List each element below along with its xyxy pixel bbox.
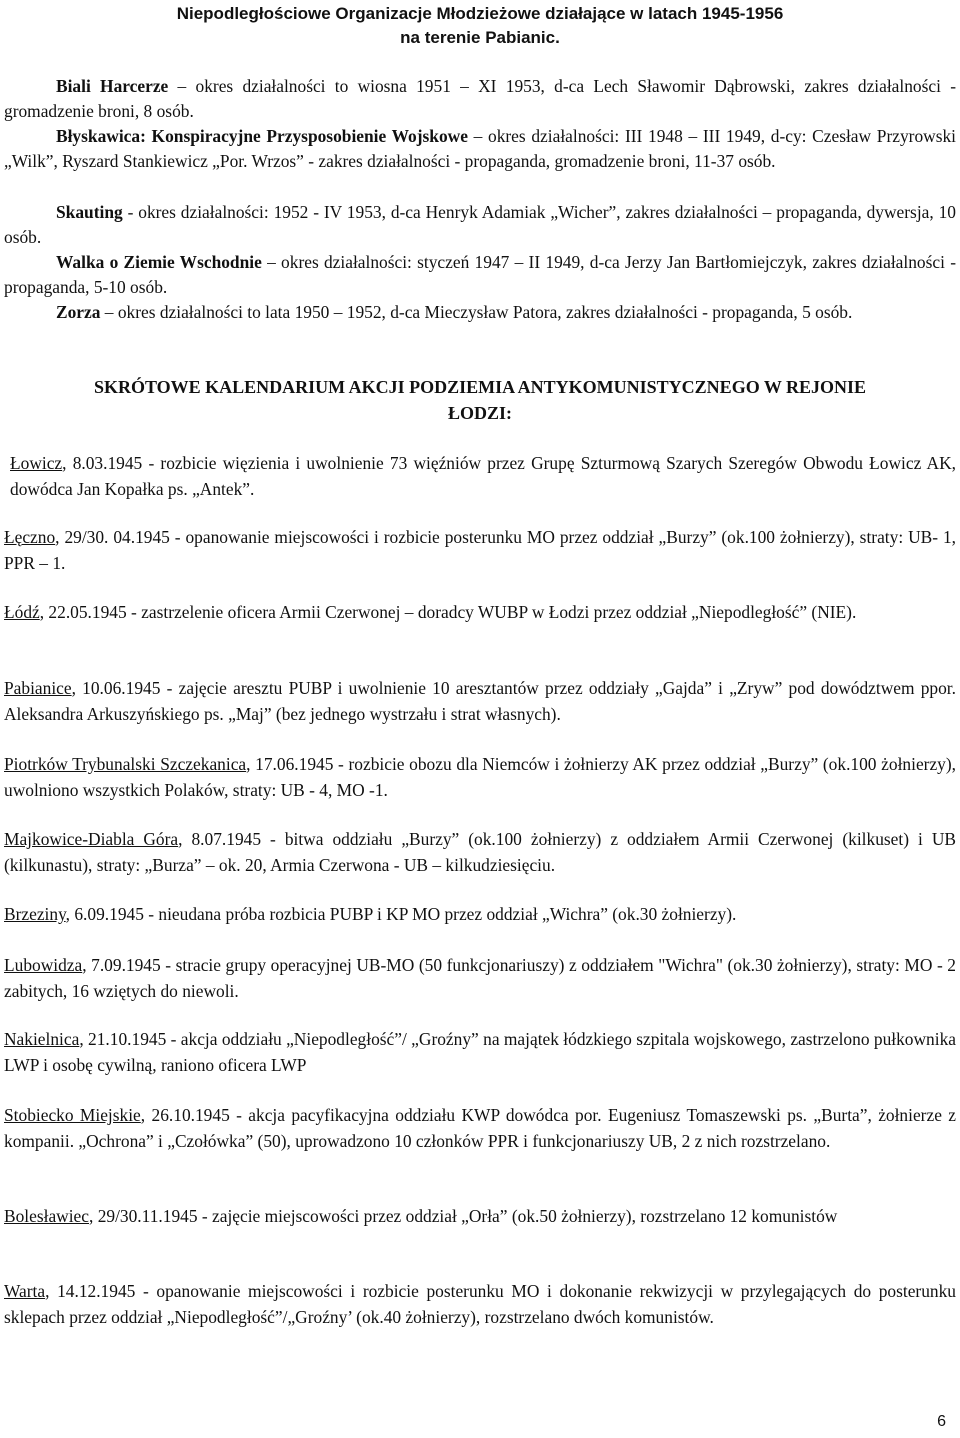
organization-entry bbox=[4, 250, 956, 300]
entry-place: Łódź bbox=[4, 602, 40, 622]
entry-text: , 26.10.1945 - akcja pacyfikacyjna oddziału KWP dowódca por. Eugeniusz Tomaszewski ps. „Burta”, żołnierze z kompanii. „Ochrona” i „Czołówka” (50), uprowadzono 10 członków PPR i funkcjonariuszy UB, 2 z nich rozstrzelano. bbox=[4, 1105, 956, 1151]
entry-text: , 21.10.1945 - akcja oddziału „Niepodległość”/ „Groźny” na majątek łódzkiego szpitala wojskowego, zastrzelono pułkownika LWP i osobę cywilną, raniono oficera LWP bbox=[4, 1029, 956, 1075]
organization-description: - okres działalności: 1952 - IV 1953, d-ca Henryk Adamiak „Wicher”, zakres działalności – propaganda, dywersja, 10 osób. bbox=[4, 202, 956, 247]
organization-entry bbox=[4, 300, 956, 325]
entry-place: Lubowidza bbox=[4, 955, 83, 975]
entry-text: , 29/30.11.1945 - zajęcie miejscowości przez oddział „Orła” (ok.50 żołnierzy), rozstrzelano 12 komunistów bbox=[89, 1206, 838, 1226]
organization-description: – okres działalności to lata 1950 – 1952, d-ca Mieczysław Patora, zakres działalności - propaganda, 5 osób. bbox=[100, 302, 853, 322]
calendar-entry bbox=[4, 451, 956, 502]
entry-text: , 10.06.1945 - zajęcie aresztu PUBP i uwolnienie 10 aresztantów przez oddziały „Gajda” i „Zryw” pod dowództwem ppor. Aleksandra Arkuszyńskiego ps. „Maj” (bez jednego wystrzału i strat własnych). bbox=[4, 678, 956, 724]
entry-text: , 29/30. 04.1945 - opanowanie miejscowości i rozbicie posterunku MO przez oddział „Burzy” (ok.100 żołnierzy), straty: UB- 1, PPR – 1. bbox=[4, 527, 956, 573]
entry-text: , 6.09.1945 - nieudana próba rozbicia PUBP i KP MO przez oddział „Wichra” (ok.30 żołnierzy). bbox=[65, 904, 737, 924]
calendar-entry bbox=[4, 953, 956, 1004]
organization-entry bbox=[4, 74, 956, 124]
entry-place: Brzeziny bbox=[4, 904, 66, 924]
entry-place: Majkowice-Diabla Góra bbox=[4, 829, 179, 849]
title-line-2: na terenie Pabianic. bbox=[400, 28, 560, 47]
entry-place: Łowicz bbox=[10, 453, 63, 473]
entry-place: Pabianice bbox=[4, 678, 72, 698]
organization-name: Zorza bbox=[56, 302, 101, 322]
entry-text: , 8.03.1945 - rozbicie więzienia i uwolnienie 73 więźniów przez Grupę Szturmową Szarych Szeregów Obwodu Łowicz AK, dowódca Jan Kopałka ps. „Antek”. bbox=[10, 453, 956, 499]
calendar-entry bbox=[4, 752, 956, 803]
organization-name: Błyskawica: Konspiracyjne Przysposobienie Wojskowe bbox=[56, 126, 468, 146]
entry-text: , 14.12.1945 - opanowanie miejscowości i rozbicie posterunku MO i dokonanie rekwizycji w przylegających do posterunku sklepach przez oddział „Niepodległość”/„Groźny’ (ok.40 żołnierzy), rozstrzelano dwóch komunistów. bbox=[4, 1281, 956, 1327]
calendar-entry bbox=[4, 902, 956, 928]
organization-name: Skauting bbox=[56, 202, 123, 222]
entry-text: , 7.09.1945 - stracie grupy operacyjnej UB-MO (50 funkcjonariuszy) z oddziałem "Wichra" (ok.30 żołnierzy), straty: MO - 2 zabitych, 16 wziętych do niewoli. bbox=[4, 955, 956, 1001]
calendar-entry bbox=[4, 676, 956, 727]
calendar-entry bbox=[4, 525, 956, 576]
heading-line-2: ŁODZI: bbox=[447, 403, 512, 423]
calendar-entry bbox=[4, 827, 956, 878]
entry-text: , 22.05.1945 - zastrzelenie oficera Armii Czerwonej – doradcy WUBP w Łodzi przez oddział „Niepodległość” (NIE). bbox=[39, 602, 857, 622]
calendar-entry bbox=[4, 600, 956, 626]
organization-entry bbox=[4, 200, 956, 250]
section-heading bbox=[0, 374, 960, 426]
entry-place: Warta bbox=[4, 1281, 46, 1301]
organization-name: Biali Harcerze bbox=[56, 76, 169, 96]
organization-description: – okres działalności: styczeń 1947 – II 1949, d-ca Jerzy Jan Bartłomiejczyk, zakres działalności - propaganda, 5-10 osób. bbox=[4, 252, 956, 297]
title-line-1: Niepodległościowe Organizacje Młodzieżowe działające w latach 1945-1956 bbox=[176, 4, 784, 23]
heading-line-1: SKRÓTOWE KALENDARIUM AKCJI PODZIEMIA ANTYKOMUNISTYCZNEGO W REJONIE bbox=[93, 377, 867, 397]
organization-description: – okres działalności: III 1948 – III 1949, d-cy: Czesław Przyrowski „Wilk”, Ryszard Stankiewicz „Por. Wrzos” - zakres działalności - propaganda, gromadzenie broni, 11-37 osób. bbox=[4, 126, 956, 171]
organization-entry bbox=[4, 124, 956, 174]
entry-text: , 17.06.1945 - rozbicie obozu dla Niemców i żołnierzy AK przez oddział „Burzy” (ok.100 żołnierzy), uwolniono wszystkich Polaków, straty: UB - 4, MO -1. bbox=[4, 754, 957, 800]
calendar-entry bbox=[4, 1103, 956, 1154]
entry-place: Nakielnica bbox=[4, 1029, 80, 1049]
organization-name: Walka o Ziemie Wschodnie bbox=[56, 252, 262, 272]
calendar-entry bbox=[4, 1027, 956, 1078]
calendar-entry bbox=[4, 1279, 956, 1330]
document-title bbox=[0, 2, 960, 50]
organization-description: – okres działalności to wiosna 1951 – XI 1953, d-ca Lech Sławomir Dąbrowski, zakres działalności - gromadzenie broni, 8 osób. bbox=[4, 76, 956, 121]
page-number: 6 bbox=[937, 1413, 946, 1430]
calendar-entry bbox=[4, 1204, 956, 1230]
entry-place: Piotrków Trybunalski Szczekanica bbox=[4, 754, 247, 774]
entry-place: Stobiecko Miejskie bbox=[4, 1105, 141, 1125]
entry-text: , 8.07.1945 - bitwa oddziału „Burzy” (ok.100 żołnierzy) z oddziałem Armii Czerwonej (kilkuset) i UB (kilkunastu), straty: „Burza” – ok. 20, Armia Czerwona - UB – kilkudziesięciu. bbox=[4, 829, 956, 875]
entry-place: Łęczno bbox=[4, 527, 56, 547]
entry-place: Bolesławiec bbox=[4, 1206, 89, 1226]
